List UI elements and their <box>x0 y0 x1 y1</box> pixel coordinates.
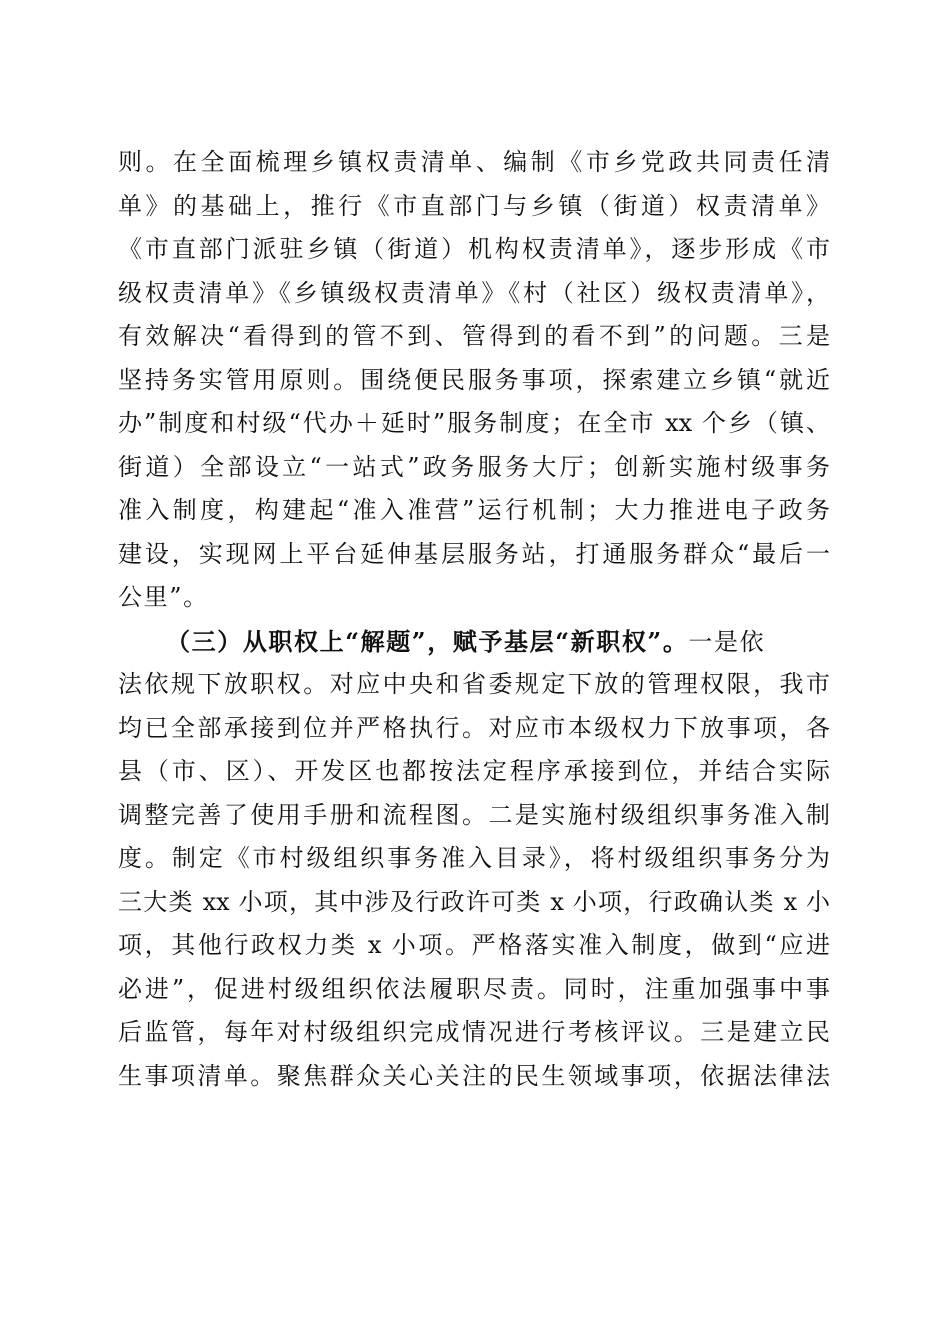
paragraph-line: 法依规下放职权。对应中央和省委规定下放的管理权限，我市 <box>118 670 830 698</box>
paragraph-line: 单》的基础上，推行《市直部门与乡镇（街道）权责清单》 <box>118 191 830 220</box>
paragraph-line: 坚持务实管用原则。围绕便民服务事项，探索建立乡镇“就近 <box>118 365 830 394</box>
paragraph-line: 调整完善了使用手册和流程图。二是实施村级组织事务准入制 <box>118 800 830 829</box>
section-heading-line <box>118 620 830 664</box>
paragraph-line: 项，其他行政权力类 x 小项。严格落实准入制度，做到“应进 <box>118 931 830 959</box>
paragraph-last-line: 公里”。 <box>118 583 209 611</box>
paragraph-line: 生事项清单。聚焦群众关心关注的民生领域事项，依据法律法 <box>118 1061 830 1090</box>
paragraph-line: 准入制度，构建起“准入准营”运行机制；大力推进电子政务 <box>118 496 830 524</box>
paragraph-line: 有效解决“看得到的管不到、管得到的看不到”的问题。三是 <box>118 322 830 350</box>
paragraph-line: 则。在全面梳理乡镇权责清单、编制《市乡党政共同责任清 <box>118 148 830 176</box>
paragraph-line: 度。制定《市村级组织事务准入目录》，将村级组织事务分为 <box>118 844 830 872</box>
section-first-line-rest: 一是依 <box>688 627 766 656</box>
paragraph-line: 均已全部承接到位并严格执行。对应市本级权力下放事项，各 <box>118 713 830 742</box>
paragraph-line: 级权责清单》《乡镇级权责清单》《村（社区）级权责清单》， <box>118 278 830 307</box>
paragraph-line: 三大类 xx 小项，其中涉及行政许可类 x 小项，行政确认类 x 小 <box>118 887 830 916</box>
paragraph-line: 街道）全部设立“一站式”政务服务大厅；创新实施村级事务 <box>118 452 830 481</box>
paragraph-line: 县（市、区）、开发区也都按法定程序承接到位，并结合实际 <box>118 757 830 785</box>
body-text <box>118 141 830 1098</box>
paragraph-line: 《市直部门派驻乡镇（街道）机构权责清单》，逐步形成《市 <box>118 235 830 263</box>
paragraph-line: 办”制度和村级“代办＋延时”服务制度；在全市 xx 个乡（镇、 <box>118 409 830 437</box>
paragraph-line: 后监管，每年对村级组织完成情况进行考核评议。三是建立民 <box>118 1018 830 1046</box>
paragraph-line: 必进”，促进村级组织依法履职尽责。同时，注重加强事中事 <box>118 974 830 1003</box>
paragraph-line: 建设，实现网上平台延伸基层服务站，打通服务群众“最后一 <box>118 539 830 568</box>
section-heading: （三）从职权上“解题”，赋予基层“新职权”。 <box>166 626 689 656</box>
